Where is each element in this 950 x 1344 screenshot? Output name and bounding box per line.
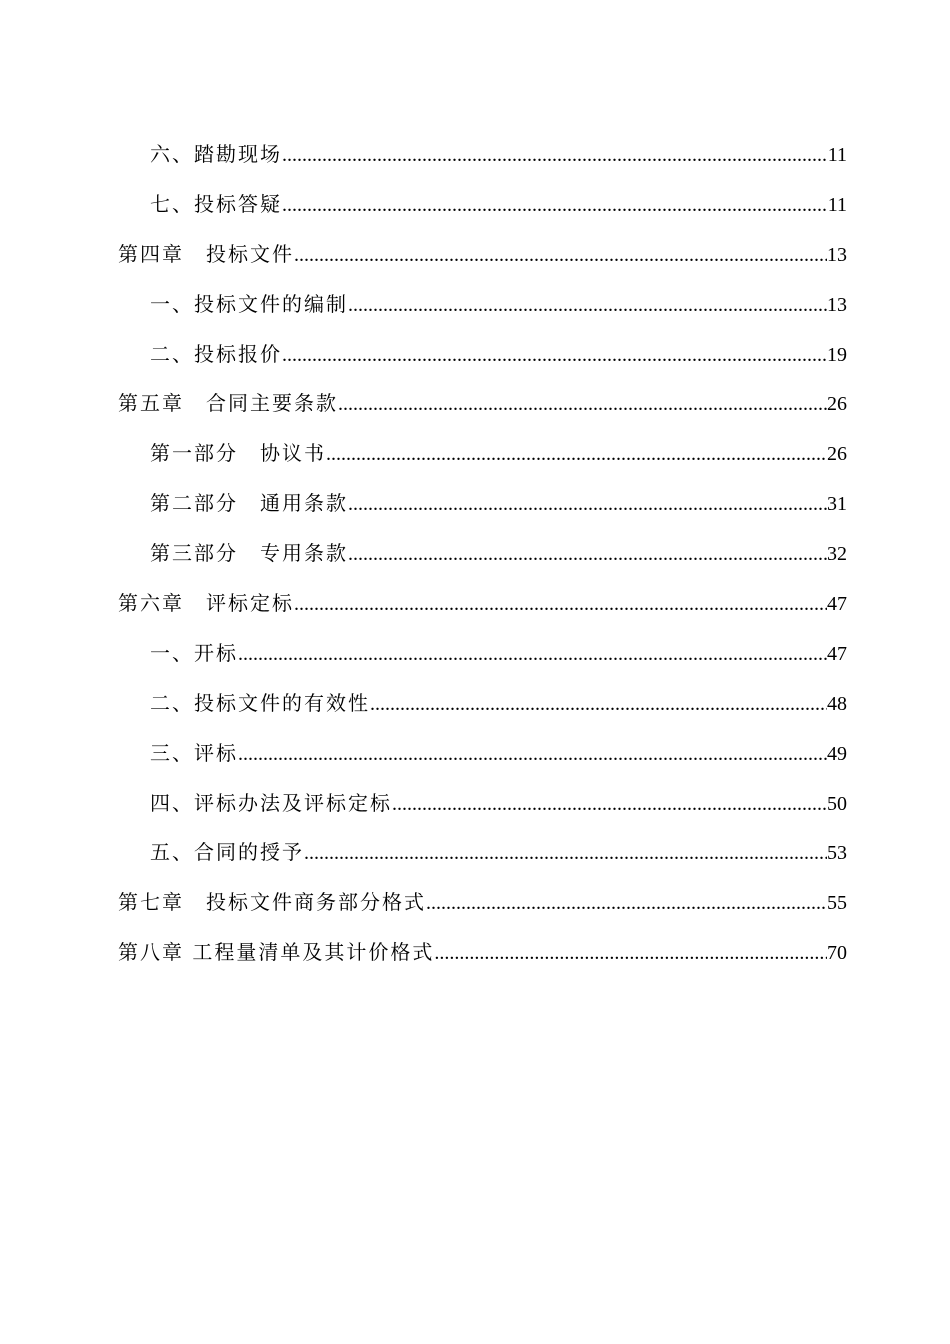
toc-leader-dots	[426, 879, 827, 929]
toc-entry[interactable]	[118, 280, 847, 330]
toc-leader-dots	[282, 131, 828, 181]
toc-entry-page: 48	[827, 692, 847, 715]
toc-entry-chapter[interactable]	[118, 579, 847, 629]
toc-entry-label: 第五章 合同主要条款	[118, 391, 338, 416]
toc-entry-label: 第四章 投标文件	[118, 241, 294, 266]
toc-entry-page: 70	[827, 942, 847, 965]
toc-leader-dots	[294, 580, 827, 630]
toc-entry-page: 13	[827, 293, 847, 316]
toc-leader-dots	[434, 929, 827, 979]
toc-entry-label: 第一部分 协议书	[150, 441, 326, 466]
toc-leader-dots	[338, 380, 827, 430]
toc-leader-dots	[348, 530, 827, 580]
toc-leader-dots	[282, 331, 827, 381]
toc-entry-chapter[interactable]	[118, 379, 847, 429]
toc-leader-dots	[238, 730, 827, 780]
toc-leader-dots	[304, 829, 827, 879]
toc-entry-label: 五、合同的授予	[150, 840, 304, 865]
toc-entry-page: 31	[827, 493, 847, 516]
toc-entry-page: 11	[827, 144, 847, 166]
toc-entry-label: 第七章 投标文件商务部分格式	[118, 890, 426, 915]
toc-entry-page: 50	[827, 792, 847, 815]
toc-entry-label: 一、投标文件的编制	[150, 291, 348, 316]
toc-entry[interactable]	[118, 479, 847, 529]
toc-entry[interactable]	[118, 130, 847, 180]
toc-entry-page: 26	[827, 393, 847, 416]
toc-entry-page: 47	[827, 642, 847, 665]
toc-entry-page: 55	[827, 892, 847, 915]
toc-leader-dots	[348, 281, 827, 331]
toc-entry-chapter[interactable]	[118, 928, 847, 978]
toc-entry[interactable]	[118, 828, 847, 878]
toc-entry[interactable]	[118, 629, 847, 679]
toc-entry-label: 一、开标	[150, 640, 238, 665]
toc-entry-label: 第三部分 专用条款	[150, 541, 348, 566]
toc-leader-dots	[238, 630, 827, 680]
toc-entry[interactable]	[118, 180, 847, 230]
toc-entry-label: 二、投标报价	[150, 341, 282, 366]
toc-leader-dots	[348, 480, 827, 530]
toc-entry-label: 第六章 评标定标	[118, 591, 294, 616]
toc-entry-page: 11	[827, 193, 847, 216]
toc-entry-label: 四、评标办法及评标定标	[150, 790, 392, 815]
toc-leader-dots	[392, 780, 827, 830]
toc-leader-dots	[326, 430, 827, 480]
toc-entry-label: 第二部分 通用条款	[150, 491, 348, 516]
toc-entry[interactable]	[118, 429, 847, 479]
toc-entry[interactable]	[118, 779, 847, 829]
toc-entry-chapter[interactable]	[118, 878, 847, 928]
toc-entry[interactable]	[118, 729, 847, 779]
toc-leader-dots	[370, 680, 827, 730]
toc-entry-chapter[interactable]	[118, 230, 847, 280]
toc-entry-label: 二、投标文件的有效性	[150, 690, 370, 715]
toc-entry-label: 三、评标	[150, 740, 238, 765]
toc-entry[interactable]	[118, 679, 847, 729]
toc-entry-label: 七、投标答疑	[150, 191, 282, 216]
toc-entry-label: 六、踏勘现场	[150, 142, 282, 166]
toc-entry-page: 26	[827, 443, 847, 466]
toc-entry-page: 19	[827, 343, 847, 366]
toc-entry[interactable]	[118, 330, 847, 380]
toc-entry-page: 49	[827, 742, 847, 765]
toc-entry-page: 53	[827, 842, 847, 865]
toc-entry[interactable]	[118, 529, 847, 579]
toc-entry-page: 32	[827, 543, 847, 566]
toc-entry-page: 13	[827, 243, 847, 266]
toc-entry-page: 47	[827, 593, 847, 616]
table-of-contents	[118, 130, 847, 978]
toc-entry-label: 第八章 工程量清单及其计价格式	[118, 940, 435, 965]
toc-leader-dots	[282, 181, 828, 231]
toc-leader-dots	[294, 231, 827, 281]
